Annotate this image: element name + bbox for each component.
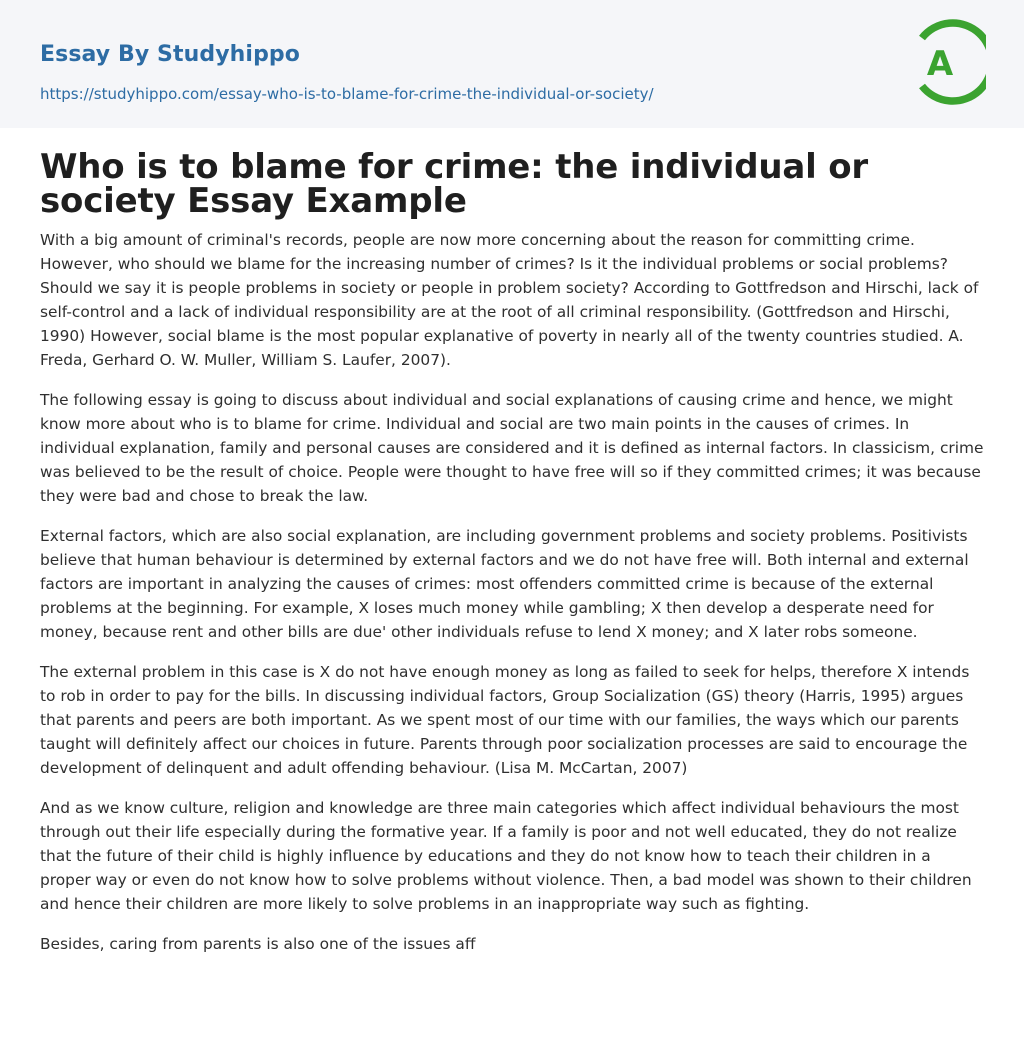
source-url-link[interactable]: https://studyhippo.com/essay-who-is-to-blame-for-crime-the-individual-or-society/ — [40, 85, 654, 103]
essay-paragraph-6-truncated: Besides, caring from parents is also one of the issues aff — [40, 935, 476, 953]
site-brand[interactable]: Essay By Studyhippo — [40, 42, 300, 67]
essay-content — [40, 147, 984, 956]
page-title: Who is to blame for crime: the individual or society Essay Example — [40, 147, 868, 221]
site-header — [0, 0, 1024, 128]
logo-letter: A — [926, 44, 954, 84]
essay-paragraph-4: The external problem in this case is X do not have enough money as long as failed to seek for helps, therefore X intends to rob in order to pay for the bills. In discussing individual factors, Group Socialization (GS) theory (Harris, 1995) argues that parents and peers are both important. As we spent most of our time with our families, the ways which our parents taught will definitely affect our choices in future. Parents through poor socialization processes are said to encourage the development of delinquent and adult offending behaviour. (Lisa M. McCartan, 2007) — [40, 663, 970, 777]
studyhippo-logo-icon[interactable] — [912, 19, 986, 105]
essay-paragraph-2: The following essay is going to discuss about individual and social explanations of causing crime and hence, we might know more about who is to blame for crime. Individual and social are two main points in the causes of crimes. In individual explanation, family and personal causes are considered and it is defined as internal factors. In classicism, crime was believed to be the result of choice. People were thought to have free will so if they committed crimes; it was because they were bad and chose to break the law. — [40, 391, 984, 505]
essay-paragraph-5: And as we know culture, religion and knowledge are three main categories which affect individual behaviours the most through out their life especially during the formative year. If a family is poor and not well educated, they do not realize that the future of their child is highly influence by educations and they do not know how to teach their children in a proper way or even do not know how to solve problems without violence. Then, a bad model was shown to their children and hence their children are more likely to solve problems in an inappropriate way such as fighting. — [40, 799, 972, 913]
essay-paragraph-1: With a big amount of criminal's records, people are now more concerning about the reason for committing crime. However, who should we blame for the increasing number of crimes? Is it the individual problems or social problems? Should we say it is people problems in society or people in problem society? According to Gottfredson and Hirschi, lack of self-control and a lack of individual responsibility are at the root of all criminal responsibility. (Gottfredson and Hirschi, 1990) However, social blame is the most popular explanative of poverty in nearly all of the twenty countries studied. A. Freda, Gerhard O. W. Muller, William S. Laufer, 2007). — [40, 231, 979, 369]
essay-paragraph-3: External factors, which are also social explanation, are including government problems and society problems. Positivists believe that human behaviour is determined by external factors and we do not have free will. Both internal and external factors are important in analyzing the causes of crimes: most offenders committed crime is because of the external problems at the beginning. For example, X loses much money while gambling; X then develop a desperate need for money, because rent and other bills are due' other individuals refuse to lend X money; and X later robs someone. — [40, 527, 969, 641]
